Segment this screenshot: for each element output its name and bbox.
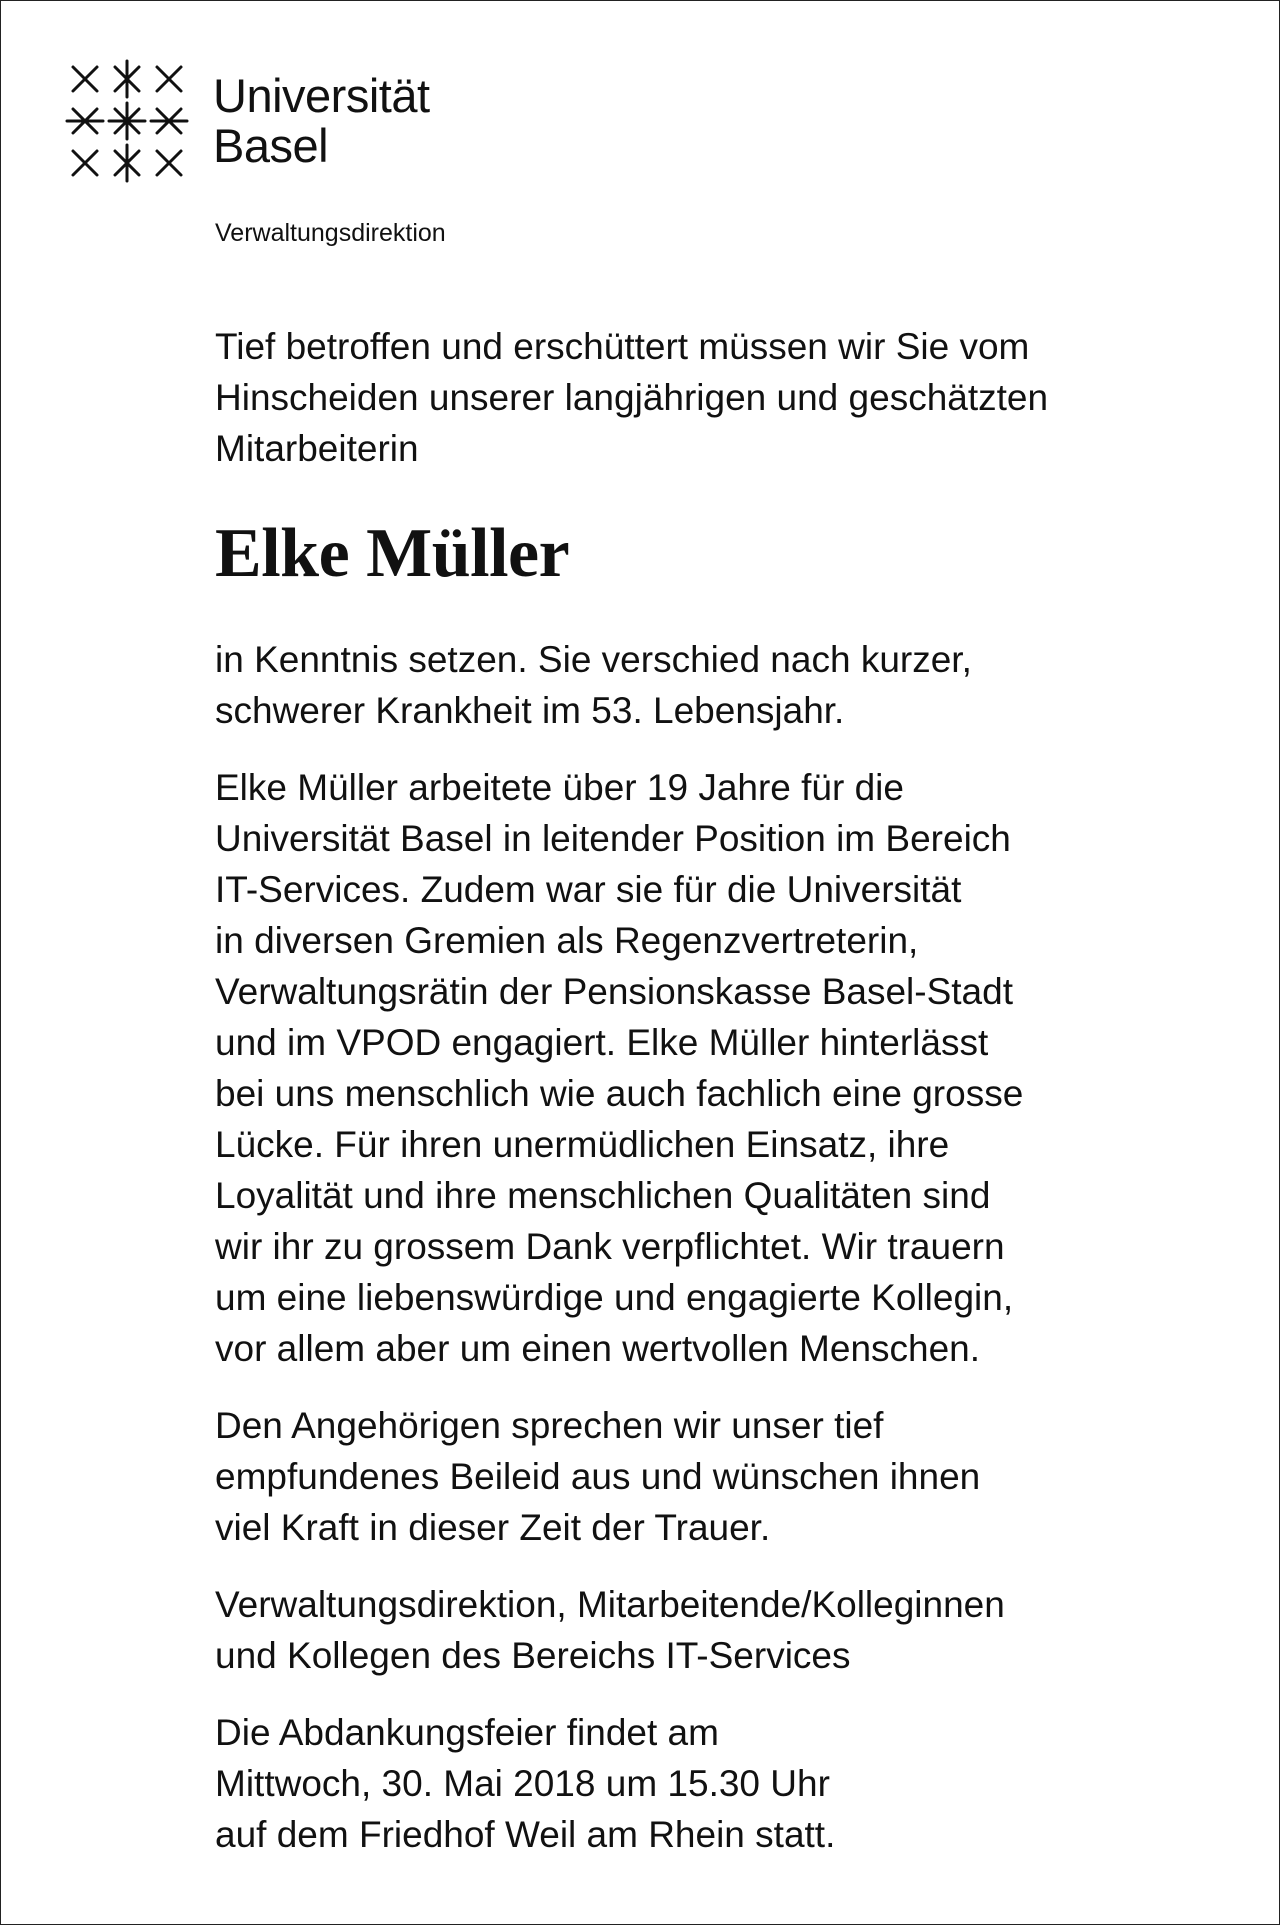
paragraph-service-details: Die Abdankungsfeier findet am Mittwoch, 30. Mai 2018 um 15.30 Uhr auf dem Friedhof Weil am Rhein statt. bbox=[215, 1712, 836, 1855]
deceased-name: Elke Müller bbox=[215, 515, 570, 592]
paragraph-biography: Elke Müller arbeitete über 19 Jahre für die Universität Basel in leitender Position im Bereich IT-Services. Zudem war sie für die Universität in diversen Gremien als Regenzvertreterin, Verwaltungsrätin der Pensionskasse Basel-Stadt und im VPOD engagiert. Elke Müller hinterlässt bei uns menschlich wie auch fachlich eine grosse Lücke. Für ihren unermüdlichen Einsatz, ihre Loyalität und ihre menschlichen Qualitäten sind wir ihr zu grossem Dank verpflichtet. Wir trauern um eine liebenswürdige und engagierte Kollegin, vor allem aber um einen wertvollen Menschen. bbox=[215, 767, 1024, 1369]
department-label: Verwaltungsdirektion bbox=[215, 219, 446, 247]
university-name-line2: Basel bbox=[213, 119, 329, 172]
intro-paragraph: Tief betroffen und erschüttert müssen wir Sie vom Hinscheiden unserer langjährigen und geschätzten Mitarbeiterin bbox=[215, 326, 1049, 469]
paragraph-signature: Verwaltungsdirektion, Mitarbeitende/Kolleginnen und Kollegen des Bereichs IT-Services bbox=[215, 1584, 1005, 1676]
notice-body bbox=[215, 321, 1235, 1860]
paragraph-announcement: in Kenntnis setzen. Sie verschied nach kurzer, schwerer Krankheit im 53. Lebensjahr. bbox=[215, 639, 972, 731]
university-name-line1: Universität bbox=[213, 69, 430, 122]
paragraph-condolences: Den Angehörigen sprechen wir unser tief empfundenes Beileid aus und wünschen ihnen viel Kraft in dieser Zeit der Trauer. bbox=[215, 1405, 981, 1548]
university-name bbox=[213, 71, 430, 171]
university-logo bbox=[63, 57, 430, 185]
university-star-icon bbox=[63, 57, 191, 185]
